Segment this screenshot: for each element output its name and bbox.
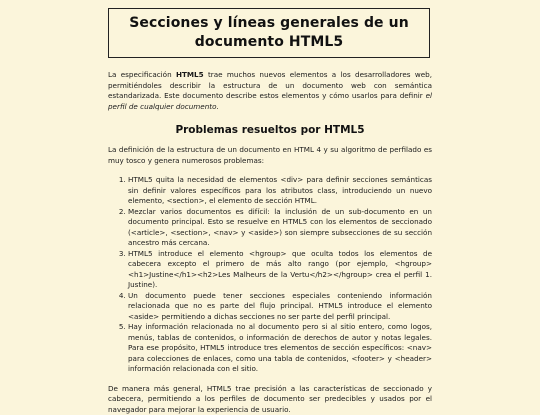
intro-profile-emphasis: el perfil de cualquier documento (108, 91, 432, 111)
problems-list (108, 175, 432, 375)
document-body (108, 70, 432, 415)
intro-text: La especificación (108, 70, 176, 79)
list-item: 3. HTML5 introduce el elemento <hgroup> que oculta todos los elementos de cabecera excepto el primero de más alto rango (por ejemplo, <hgroup><h1>Justine</h1><h2>Les Malheurs de la Vertu</h2></hgroup> crea el perfil 1. Justine). (128, 249, 432, 291)
intro-paragraph (108, 70, 432, 112)
lead-paragraph: La definición de la estructura de un documento en HTML 4 y su algoritmo de perfilado es muy tosco y genera numerosos problemas: (108, 145, 432, 166)
page-title (108, 8, 430, 58)
list-item: 4. Un documento puede tener secciones especiales conteniendo información relacionada que no es parte del flujo principal. HTML5 introduce el elemento <aside> permitiendo a dichas secciones no ser parte del perfil principal. (128, 291, 432, 323)
list-item: 5. Hay información relacionada no al documento pero si al sitio entero, como logos, menús, tablas de contenidos, o información de derechos de autor y notas legales. Para ese propósito, HTML5 introduce tres elementos de sección específicos: <nav> para colecciones de enlaces, como una tabla de contenidos, <footer> y <header> información relacionada con el sitio. (128, 322, 432, 375)
closing-paragraph: De manera más general, HTML5 trae precisión a las características de seccionado y cabecera, permitiendo a los perfiles de documento ser predecibles y usados por el navegador para mejorar la experiencia de usuario. (108, 384, 432, 415)
intro-text-cont: trae muchos nuevos elementos a los desarrolladores web, permitiéndoles describir la estructura de un documento web con semántica estandarizada. Este documento describe estos elementos y cómo usarlos para definir (108, 70, 432, 100)
section-heading: Problemas resueltos por HTML5 (108, 124, 432, 137)
page-title-text: Secciones y líneas generales de un documento HTML5 (109, 14, 429, 52)
list-item: 2. Mezclar varios documentos es difícil: la inclusión de un sub-documento en un documento principal. Esto se resuelve en HTML5 con los elementos de seccionado (<article>, <section>, <nav> y <aside>) son siempre subsecciones de su sección ancestro más cercana. (128, 207, 432, 249)
list-item: 1. HTML5 quita la necesidad de elementos <div> para definir secciones semánticas sin definir valores específicos para los atributos class, introduciendo un nuevo elemento, <section>, el elemento de sección HTML. (128, 175, 432, 207)
intro-period: . (216, 102, 218, 111)
intro-html5-bold: HTML5 (176, 70, 204, 79)
